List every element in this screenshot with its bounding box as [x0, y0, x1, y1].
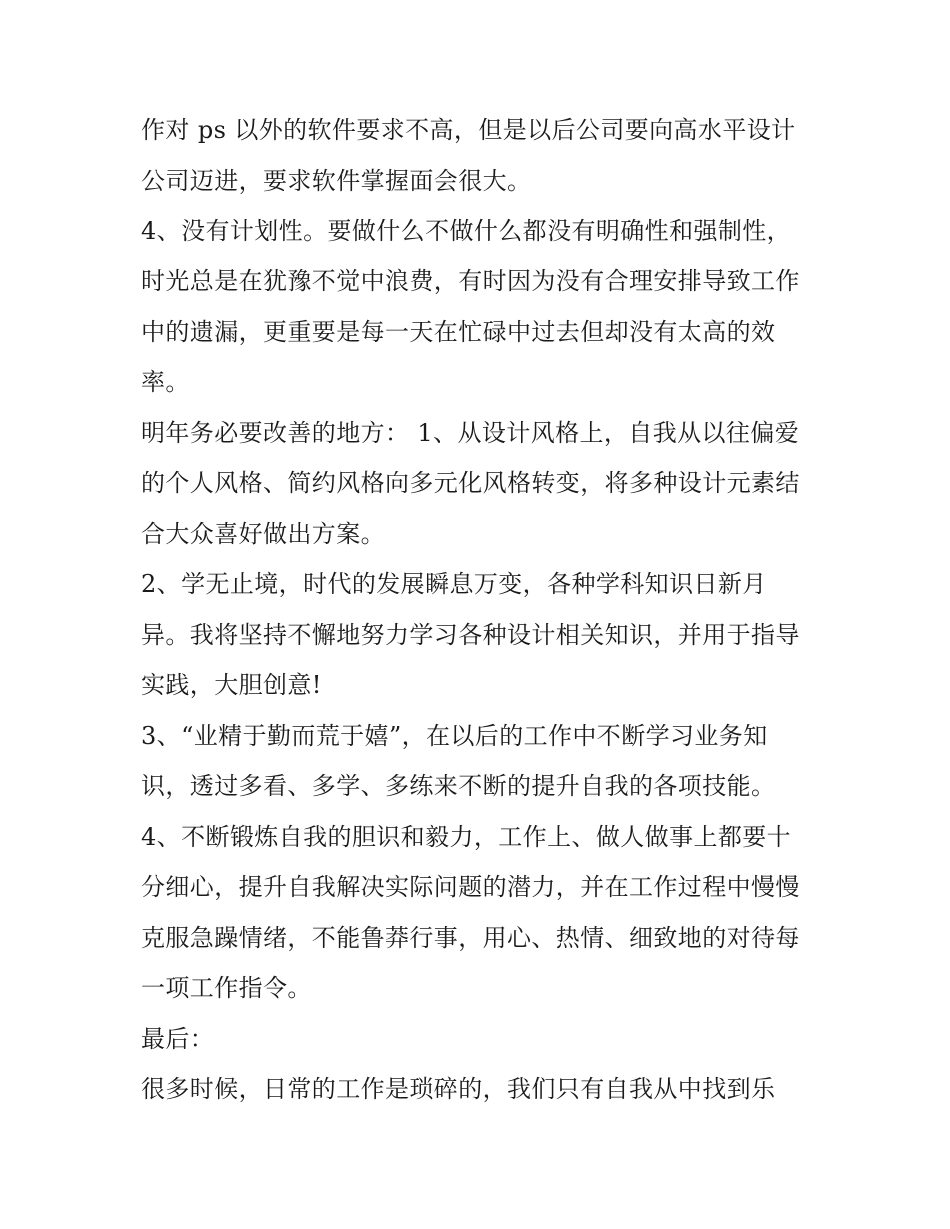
text-line: 中的遗漏，更重要是每一天在忙碌中过去但却没有太高的效 — [141, 318, 776, 346]
text-line: 作对 ps 以外的软件要求不高，但是以后公司要向高水平设计 — [141, 116, 796, 144]
text-line: 克服急躁情绪，不能鲁莽行事，用心、热情、细致地的对待每 — [141, 924, 800, 952]
text-line: 2、学无止境，时代的发展瞬息万变，各种学科知识日新月 — [141, 570, 767, 598]
text-line: 明年务必要改善的地方： 1、从设计风格上，自我从以往偏爱 — [141, 419, 800, 447]
text-line: 合大众喜好做出方案。 — [141, 520, 385, 548]
text-line: 最后： — [141, 1025, 215, 1053]
text-line: 实践，大胆创意! — [141, 671, 322, 699]
text-line: 很多时候，日常的工作是琐碎的，我们只有自我从中找到乐 — [141, 1075, 776, 1103]
text-line: 公司迈进，要求软件掌握面会很大。 — [141, 167, 532, 195]
text-line: 4、不断锻炼自我的胆识和毅力，工作上、做人做事上都要十 — [141, 823, 792, 851]
text-line: 时光总是在犹豫不觉中浪费，有时因为没有合理安排导致工作 — [141, 267, 800, 295]
text-line: 率。 — [141, 368, 190, 396]
text-line: 3、“业精于勤而荒于嬉”，在以后的工作中不断学习业务知 — [141, 722, 768, 750]
text-line: 异。我将坚持不懈地努力学习各种设计相关知识，并用于指导 — [141, 621, 800, 649]
text-line: 识，透过多看、多学、多练来不断的提升自我的各项技能。 — [141, 772, 776, 800]
text-line: 的个人风格、简约风格向多元化风格转变，将多种设计元素结 — [141, 469, 800, 497]
text-line: 4、没有计划性。要做什么不做什么都没有明确性和强制性， — [141, 217, 792, 245]
text-line: 一项工作指令。 — [141, 974, 312, 1002]
text-line: 分细心，提升自我解决实际问题的潜力，并在工作过程中慢慢 — [141, 873, 800, 901]
